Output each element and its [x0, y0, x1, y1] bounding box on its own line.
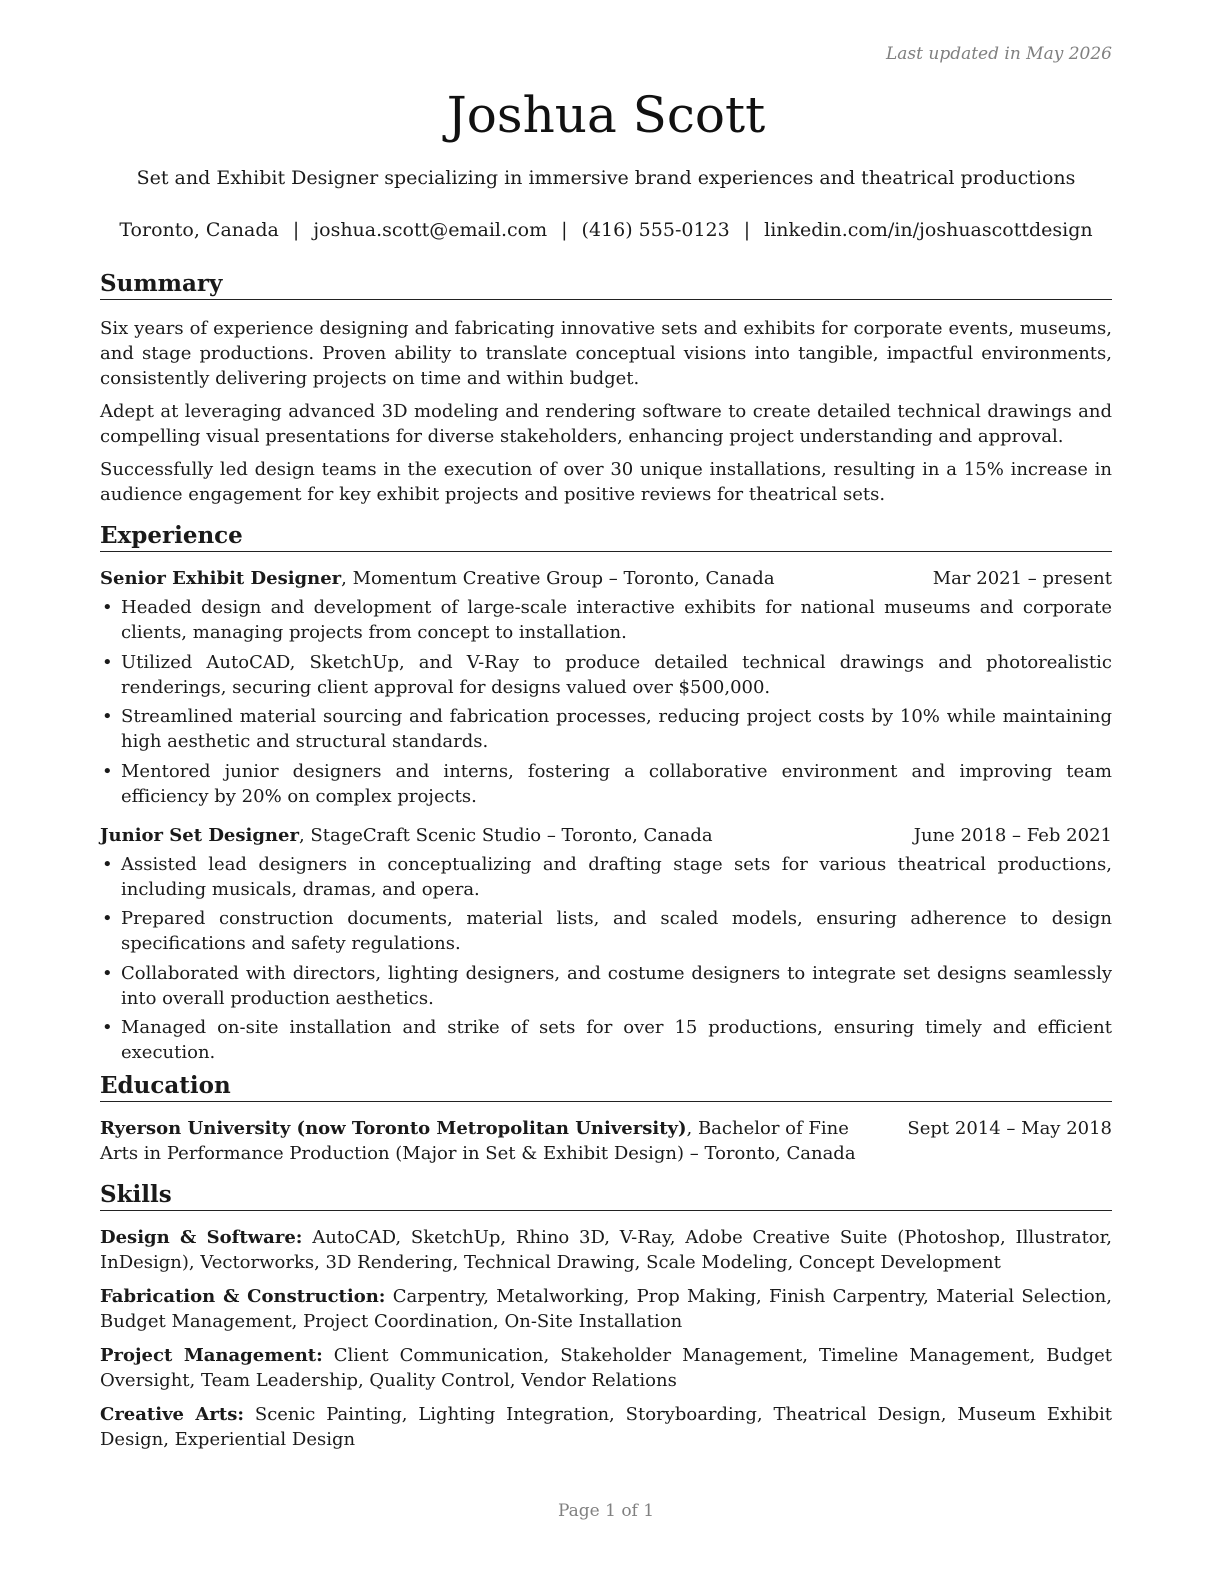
summary-paragraph: Six years of experience designing and fabricating innovative sets and exhibits for corporate events, museums, and stage productions. Proven ability to translate conceptual visions into tangible, impactful environments, consistently delivering projects on time and within budget. — [100, 318, 1112, 389]
education-dates: Sept 2014 – May 2018 — [907, 1118, 1112, 1139]
experience-heading: Experience — [100, 522, 1112, 552]
job-title-line — [100, 823, 713, 848]
education-detail — [100, 1116, 890, 1166]
contact-email[interactable]: joshua.scott@email.com — [313, 219, 548, 241]
education-section — [100, 1072, 1112, 1166]
job-role: Senior Exhibit Designer — [100, 568, 342, 589]
skill-label: Design & Software: — [100, 1227, 303, 1248]
summary-heading: Summary — [100, 270, 1112, 300]
skills-section — [100, 1181, 1112, 1452]
skill-group — [100, 1225, 1112, 1275]
skill-items: Carpentry, Metalworking, Prop Making, Finish Carpentry, Material Selection, Budget Management, Project Coordination, On-Site Installation — [100, 1286, 1112, 1332]
summary-paragraph: Successfully led design teams in the execution of over 30 unique installations, resulting in a 15% increase in audience engagement for key exhibit projects and positive reviews for theatrical sets. — [100, 459, 1112, 505]
job-bullets — [100, 595, 1112, 809]
candidate-name: Joshua Scott — [446, 86, 766, 144]
education-heading: Education — [100, 1072, 1112, 1102]
skill-group — [100, 1402, 1112, 1452]
job-bullet: • Prepared construction documents, material lists, and scaled models, ensuring adherence to design specifications and safety regulations. — [100, 906, 1112, 956]
last-updated: Last updated in May 2026 — [885, 44, 1112, 64]
contact-linkedin[interactable]: linkedin.com/in/joshuascottdesign — [764, 219, 1093, 241]
skills-heading: Skills — [100, 1181, 1112, 1211]
job-bullet: • Headed design and development of large-scale interactive exhibits for national museums and corporate clients, managing projects from concept to installation. — [100, 595, 1112, 645]
skill-items: Client Communication, Stakeholder Management, Timeline Management, Budget Oversight, Team Leadership, Quality Control, Vendor Relations — [100, 1345, 1113, 1391]
contact-phone: (416) 555-0123 — [581, 219, 730, 241]
contact-line — [100, 219, 1112, 241]
skill-items: AutoCAD, SketchUp, Rhino 3D, V-Ray, Adobe Creative Suite (Photoshop, Illustrator, InDesign), Vectorworks, 3D Rendering, Technical Drawing, Scale Modeling, Concept Development — [100, 1227, 1112, 1273]
skill-label: Fabrication & Construction: — [100, 1286, 386, 1307]
job-dates: Mar 2021 – present — [932, 568, 1112, 589]
job-bullets — [100, 852, 1112, 1066]
job-org: , Momentum Creative Group – Toronto, Canada — [341, 568, 775, 589]
job-header — [100, 823, 1112, 848]
education-entry — [100, 1116, 1112, 1166]
job-header — [100, 566, 1112, 591]
job-role: Junior Set Designer — [100, 824, 299, 846]
skill-items: Scenic Painting, Lighting Integration, Storyboarding, Theatrical Design, Museum Exhibit Design, Experiential Design — [100, 1404, 1112, 1450]
skill-group — [100, 1343, 1112, 1393]
skill-label: Creative Arts: — [100, 1404, 244, 1425]
contact-separator: | — [743, 219, 751, 241]
page-number: Page 1 of 1 — [557, 1501, 655, 1521]
summary-paragraph: Adept at leveraging advanced 3D modeling and rendering software to create detailed technical drawings and compelling visual presentations for diverse stakeholders, enhancing project understanding and approval. — [100, 401, 1112, 447]
job-dates: June 2018 – Feb 2021 — [913, 824, 1112, 846]
job-bullet: • Utilized AutoCAD, SketchUp, and V-Ray to produce detailed technical drawings and photorealistic renderings, securing client approval for designs valued over $500,000. — [100, 650, 1112, 700]
job-bullet: • Assisted lead designers in conceptualizing and drafting stage sets for various theatrical productions, including musicals, dramas, and opera. — [100, 852, 1112, 902]
job-org: , StageCraft Scenic Studio – Toronto, Canada — [298, 824, 713, 846]
education-school: Ryerson University (now Toronto Metropolitan University) — [100, 1118, 687, 1139]
skill-label: Project Management: — [100, 1345, 323, 1366]
contact-location: Toronto, Canada — [119, 219, 279, 241]
contact-separator: | — [292, 219, 300, 241]
experience-section — [100, 522, 1112, 1070]
job-bullet: • Managed on-site installation and strike of sets for over 15 productions, ensuring timely and efficient execution. — [100, 1015, 1112, 1065]
summary-section — [100, 270, 1112, 507]
education-degree: , Bachelor of Fine Arts in Performance Production (Major in Set & Exhibit Design) – Toronto, Canada — [100, 1118, 856, 1164]
job-bullet: • Mentored junior designers and interns, fostering a collaborative environment and improving team efficiency by 20% on complex projects. — [100, 759, 1112, 809]
contact-separator: | — [561, 219, 568, 241]
job-bullet: • Collaborated with directors, lighting designers, and costume designers to integrate set designs seamlessly into overall production aesthetics. — [100, 961, 1112, 1011]
tagline: Set and Exhibit Designer specializing in immersive brand experiences and theatrical productions — [136, 167, 1076, 189]
job-bullet: • Streamlined material sourcing and fabrication processes, reducing project costs by 10% while maintaining high aesthetic and structural standards. — [100, 704, 1112, 754]
skill-group — [100, 1284, 1112, 1334]
job-entry — [100, 566, 1112, 809]
job-title-line — [100, 566, 775, 591]
job-entry — [100, 823, 1112, 1066]
